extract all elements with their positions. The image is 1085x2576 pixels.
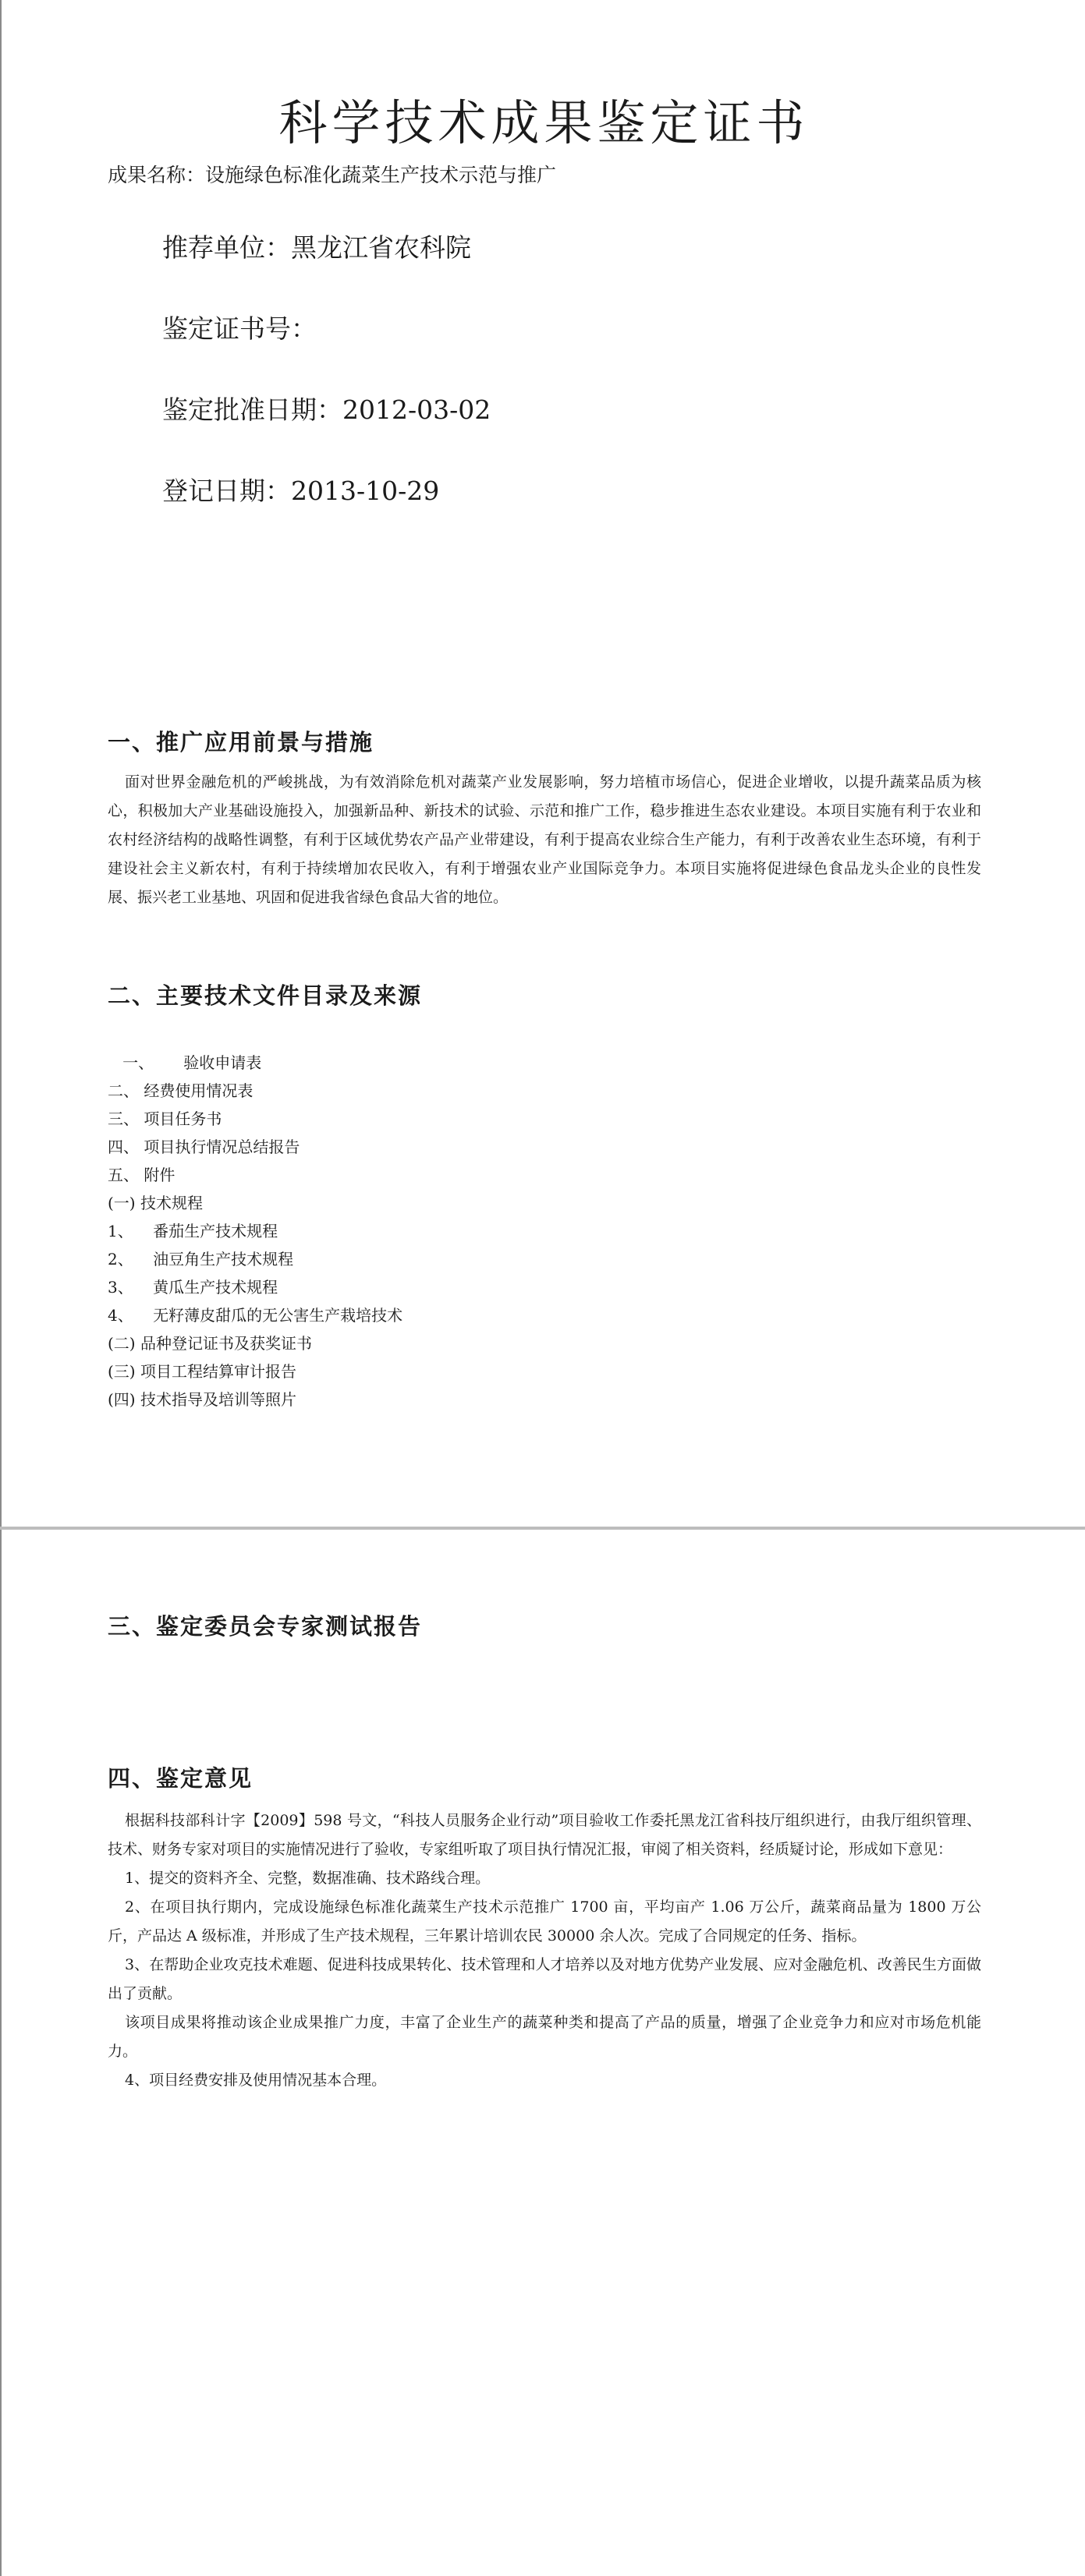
list-item: (一) 技术规程 xyxy=(108,1194,203,1212)
section-body-promotion: 面对世界金融危机的严峻挑战，为有效消除危机对蔬菜产业发展影响，努力培植市场信心，促进企业增收，以提升蔬菜品质为核心，积极加大产业基础设施投入，加强新品种、新技术的试验、示范和推广工作，稳步推进生态农业建设。本项目实施有利于农业和农村经济结构的战略性调整，有利于区域优势农产品产业带建设，有利于提高农业综合生产能力，有利于改善农业生态环境，有利于建设社会主义新农村，有利于持续增加农民收入，有利于增强农业产业国际竞争力。本项目实施将促进绿色食品龙头企业的良性发展、振兴老工业基地、巩固和促进我省绿色食品大省的地位。 xyxy=(108,773,981,906)
result-name-value: 设施绿色标准化蔬菜生产技术示范与推广 xyxy=(205,164,557,186)
list-item: 3、 黄瓜生产技术规程 xyxy=(108,1278,278,1297)
list-item: 根据科技部科计字【2009】598 号文，“科技人员服务企业行动”项目验收工作委托黑龙江省科技厅组织进行，由我厅组织管理、技术、财务专家对项目的实施情况进行了验收，专家组听取了项目执行情况汇报，审阅了相关资料，经质疑讨论，形成如下意见： xyxy=(108,1812,981,1858)
recommender-line xyxy=(162,228,471,264)
list-item: (四) 技术指导及培训等照片 xyxy=(108,1390,296,1409)
document-page-2 xyxy=(0,1530,1085,2576)
list-item: 该项目成果将推动该企业成果推广力度，丰富了企业生产的蔬菜种类和提高了产品的质量，增强了企业竞争力和应对市场危机能力。 xyxy=(108,2014,981,2060)
section-heading-promotion: 一、推广应用前景与措施 xyxy=(108,729,374,755)
register-date-label: 登记日期： xyxy=(162,476,291,506)
list-item: 2、在项目执行期内，完成设施绿色标准化蔬菜生产技术示范推广 1700 亩，平均亩产 1.06 万公斤，蔬菜商品量为 1800 万公斤，产品达 A 级标准，并形成了生产技术规程，三年累计培训农民 30000 余人次。完成了合同规定的任务、指标。 xyxy=(108,1898,981,1944)
section-heading-tech-docs: 二、主要技术文件目录及来源 xyxy=(108,982,423,1009)
list-item: 2、 油豆角生产技术规程 xyxy=(108,1250,294,1269)
list-item: (二) 品种登记证书及获奖证书 xyxy=(108,1334,312,1353)
approval-date-label: 鉴定批准日期： xyxy=(162,395,342,425)
appraisal-opinion-list xyxy=(108,1806,981,2095)
document-title: 科学技术成果鉴定证书 xyxy=(278,94,810,151)
cert-number-line xyxy=(162,309,317,345)
list-item: 1、提交的资料齐全、完整，数据准确、技术路线合理。 xyxy=(125,1870,491,1887)
cert-number-label: 鉴定证书号： xyxy=(162,313,317,344)
approval-date-value: 2012-03-02 xyxy=(342,395,491,425)
register-date-value: 2013-10-29 xyxy=(291,476,440,506)
register-date-line xyxy=(162,471,439,508)
list-item: 四、 项目执行情况总结报告 xyxy=(108,1138,300,1156)
list-item: (三) 项目工程结算审计报告 xyxy=(108,1362,296,1381)
tech-docs-list xyxy=(108,1049,402,1414)
recommender-label: 推荐单位： xyxy=(162,232,291,263)
list-item: 二、 经费使用情况表 xyxy=(108,1081,254,1100)
section-heading-expert-report: 三、鉴定委员会专家测试报告 xyxy=(108,1613,423,1640)
list-item: 1、 番茄生产技术规程 xyxy=(108,1222,278,1240)
recommender-value: 黑龙江省农科院 xyxy=(291,232,471,263)
approval-date-line xyxy=(162,390,491,426)
result-name-line xyxy=(108,160,556,188)
section-heading-appraisal-opinion: 四、鉴定意见 xyxy=(108,1765,254,1792)
list-item: 五、 附件 xyxy=(108,1166,176,1184)
list-item: 4、 无籽薄皮甜瓜的无公害生产栽培技术 xyxy=(108,1306,403,1325)
result-name-label: 成果名称： xyxy=(108,164,206,186)
list-item: 3、在帮助企业攻克技术难题、促进科技成果转化、技术管理和人才培养以及对地方优势产业发展、应对金融危机、改善民生方面做出了贡献。 xyxy=(108,1956,981,2002)
list-item: 三、 项目任务书 xyxy=(108,1109,222,1128)
list-item: 一、 验收申请表 xyxy=(108,1053,262,1072)
list-item: 4、项目经费安排及使用情况基本合理。 xyxy=(125,2072,387,2089)
